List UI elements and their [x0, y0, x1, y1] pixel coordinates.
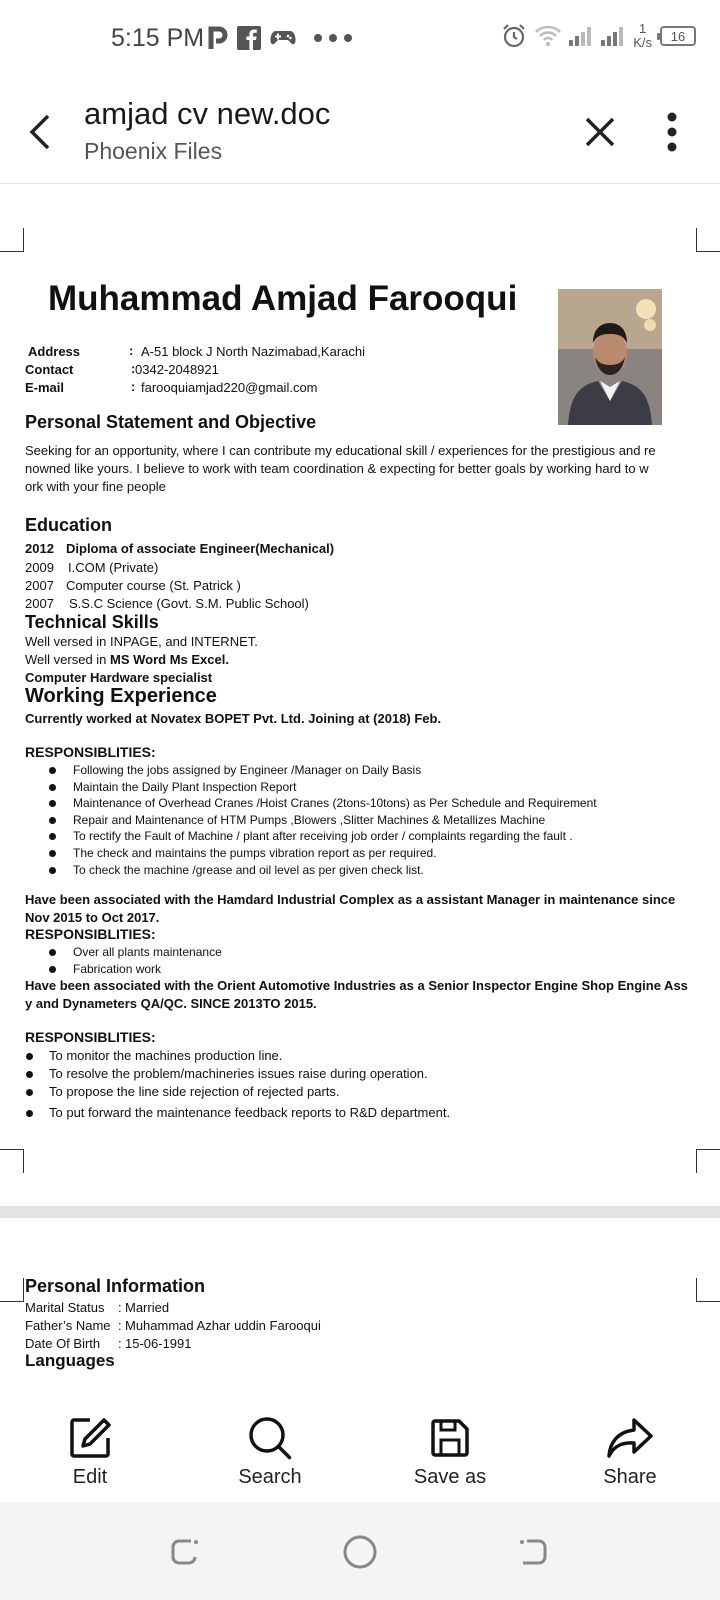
responsibilities-list: [25, 1047, 450, 1122]
list-item: To check the machine /grease and oil level as per given check list.: [25, 862, 597, 879]
search-label: Search: [238, 1466, 302, 1488]
contact-colon: :: [129, 343, 134, 358]
experience-entry: Have been associated with the Hamdard Industrial Complex as a assistant Manager in maintenance since: [25, 892, 676, 907]
education-item: I.COM (Private): [68, 560, 159, 575]
personal-value: Muhammad Azhar uddin Farooqui: [125, 1318, 321, 1333]
skill-item: Well versed in INPAGE, and INTERNET.: [25, 634, 258, 649]
education-item: Diploma of associate Engineer(Mechanical): [66, 541, 335, 556]
page-corner-mark: [0, 1278, 24, 1302]
save-as-label: Save as: [413, 1466, 487, 1488]
page-corner-mark: [696, 1278, 720, 1302]
facebook-icon: [237, 26, 261, 50]
section-heading: Personal Information: [25, 1276, 206, 1296]
education-item: S.S.C Science (Govt. S.M. Public School): [69, 596, 309, 611]
statement-line: ork with your fine people: [25, 479, 166, 494]
edit-label: Edit: [72, 1466, 108, 1488]
experience-entry: y and Dynameters QA/QC. SINCE 2013TO 2015.: [25, 996, 317, 1011]
skill-item: [25, 652, 229, 667]
page-corner-mark: [0, 228, 24, 252]
contact-value: 0342-2048921: [135, 362, 219, 377]
personal-value: Married: [125, 1300, 170, 1315]
page-corner-mark: [696, 228, 720, 252]
status-notification-icons: [208, 26, 353, 50]
back-icon[interactable]: [514, 1532, 554, 1572]
battery-level: 16: [670, 28, 686, 44]
section-heading: Languages: [25, 1351, 115, 1370]
status-bar: [0, 0, 720, 80]
share-label: Share: [603, 1466, 657, 1488]
experience-current: Currently worked at Novatex BOPET Pvt. Ltd. Joining at (2018) Feb.: [25, 711, 442, 726]
search-button[interactable]: [180, 1400, 360, 1502]
personal-label: Father’s Name: [25, 1318, 111, 1333]
save-as-button[interactable]: [360, 1400, 540, 1502]
list-item: Following the jobs assigned by Engineer /Manager on Daily Basis: [25, 762, 597, 779]
statement-line: Seeking for an opportunity, where I can contribute my educational skill / experiences for the prestigious and re: [25, 443, 656, 458]
education-year: 2007: [25, 596, 54, 611]
status-time: 5:15 PM: [111, 24, 205, 52]
document-viewer[interactable]: [0, 185, 720, 1400]
page-corner-mark: [696, 1149, 720, 1173]
list-item: To rectify the Fault of Machine / plant after receiving job order / complaints regarding the fault .: [25, 828, 597, 845]
edit-button[interactable]: [0, 1400, 180, 1502]
contact-value: farooquiamjad220@gmail.com: [141, 380, 318, 395]
wifi-icon: [535, 25, 561, 47]
save-icon: [426, 1414, 474, 1462]
signal-icon: [569, 26, 593, 46]
parking-icon: [208, 26, 228, 50]
contact-value: A-51 block J North Nazimabad,Karachi: [141, 344, 365, 359]
responsibilities-list: [25, 762, 597, 878]
list-item: To propose the line side rejection of rejected parts.: [25, 1083, 450, 1101]
search-icon: [246, 1414, 294, 1462]
list-item: Maintain the Daily Plant Inspection Report: [25, 779, 597, 796]
home-icon[interactable]: [340, 1532, 380, 1572]
top-app-bar: [0, 80, 720, 184]
personal-colon: :: [118, 1318, 122, 1333]
list-item: Repair and Maintenance of HTM Pumps ,Blowers ,Slitter Machines & Metallizes Machine: [25, 812, 597, 829]
list-item: Maintenance of Overhead Cranes /Hoist Cranes (2tons-10tons) as Per Schedule and Requirement: [25, 795, 597, 812]
back-arrow-icon[interactable]: [20, 108, 60, 156]
responsibilities-heading: RESPONSIBLITIES:: [25, 744, 156, 760]
contact-colon: :: [131, 361, 136, 376]
experience-entry: Nov 2015 to Oct 2017.: [25, 910, 160, 925]
page-corner-mark: [0, 1149, 24, 1173]
personal-label: Marital Status: [25, 1300, 105, 1315]
list-item: To monitor the machines production line.: [25, 1047, 450, 1065]
statement-line: nowned like yours. I believe to work with team coordination & expecting for better goals by working hard to w: [25, 461, 649, 476]
section-heading: Technical Skills: [25, 612, 159, 632]
profile-photo: [558, 289, 662, 425]
responsibilities-heading: RESPONSIBLITIES:: [25, 1029, 156, 1045]
system-nav-bar: [0, 1502, 720, 1600]
personal-colon: :: [118, 1336, 122, 1351]
experience-entry: Have been associated with the Orient Automotive Industries as a Senior Inspector Engine Shop Engine Ass: [25, 978, 688, 993]
section-heading: Personal Statement and Objective: [25, 412, 317, 432]
alarm-icon: [501, 23, 527, 49]
skill-item: Computer Hardware specialist: [25, 670, 213, 685]
bottom-action-bar: [0, 1400, 720, 1502]
cv-name: Muhammad Amjad Farooqui: [48, 279, 518, 318]
contact-label: E-mail: [25, 380, 65, 395]
education-year: 2012: [25, 541, 54, 556]
section-heading: Working Experience: [25, 685, 217, 707]
battery-icon: [660, 26, 696, 46]
contact-label: Contact: [25, 362, 74, 377]
list-item: The check and maintains the pumps vibration report as per required.: [25, 845, 597, 862]
share-icon: [606, 1414, 654, 1462]
document-title: amjad cv new.doc: [84, 96, 331, 131]
personal-label: Date Of Birth: [25, 1336, 101, 1351]
education-year: 2009: [25, 560, 54, 575]
skill-bold: MS Word Ms Excel.: [110, 652, 229, 667]
personal-colon: :: [118, 1300, 122, 1315]
recents-icon[interactable]: [166, 1532, 206, 1572]
close-icon[interactable]: [578, 110, 622, 154]
edit-icon: [66, 1414, 114, 1462]
page-separator: [0, 1206, 720, 1218]
responsibilities-list: [25, 944, 222, 977]
contact-label: Address: [28, 344, 81, 359]
responsibilities-heading: RESPONSIBLITIES:: [25, 926, 156, 942]
list-item: Fabrication work: [25, 961, 222, 978]
list-item: Over all plants maintenance: [25, 944, 222, 961]
gamepad-icon: [270, 29, 296, 47]
status-system-icons: [501, 22, 696, 50]
education-year: 2007: [25, 578, 54, 593]
network-speed: [633, 22, 652, 50]
network-speed-value: 1: [638, 21, 647, 36]
signal-icon: [601, 26, 625, 46]
more-dots-icon: [313, 33, 353, 43]
section-heading: Education: [25, 515, 113, 535]
contact-colon: :: [131, 379, 136, 394]
list-item: To resolve the problem/machineries issues raise during operation.: [25, 1065, 450, 1083]
education-item: Computer course (St. Patrick ): [66, 578, 241, 593]
list-item: To put forward the maintenance feedback reports to R&D department.: [25, 1104, 450, 1122]
personal-value: 15-06-1991: [125, 1336, 192, 1351]
skill-prefix: Well versed in: [25, 652, 111, 667]
app-subtitle: Phoenix Files: [84, 138, 223, 164]
share-button[interactable]: [540, 1400, 720, 1502]
more-vert-icon[interactable]: [650, 108, 694, 156]
network-speed-unit: K/s: [633, 35, 652, 50]
